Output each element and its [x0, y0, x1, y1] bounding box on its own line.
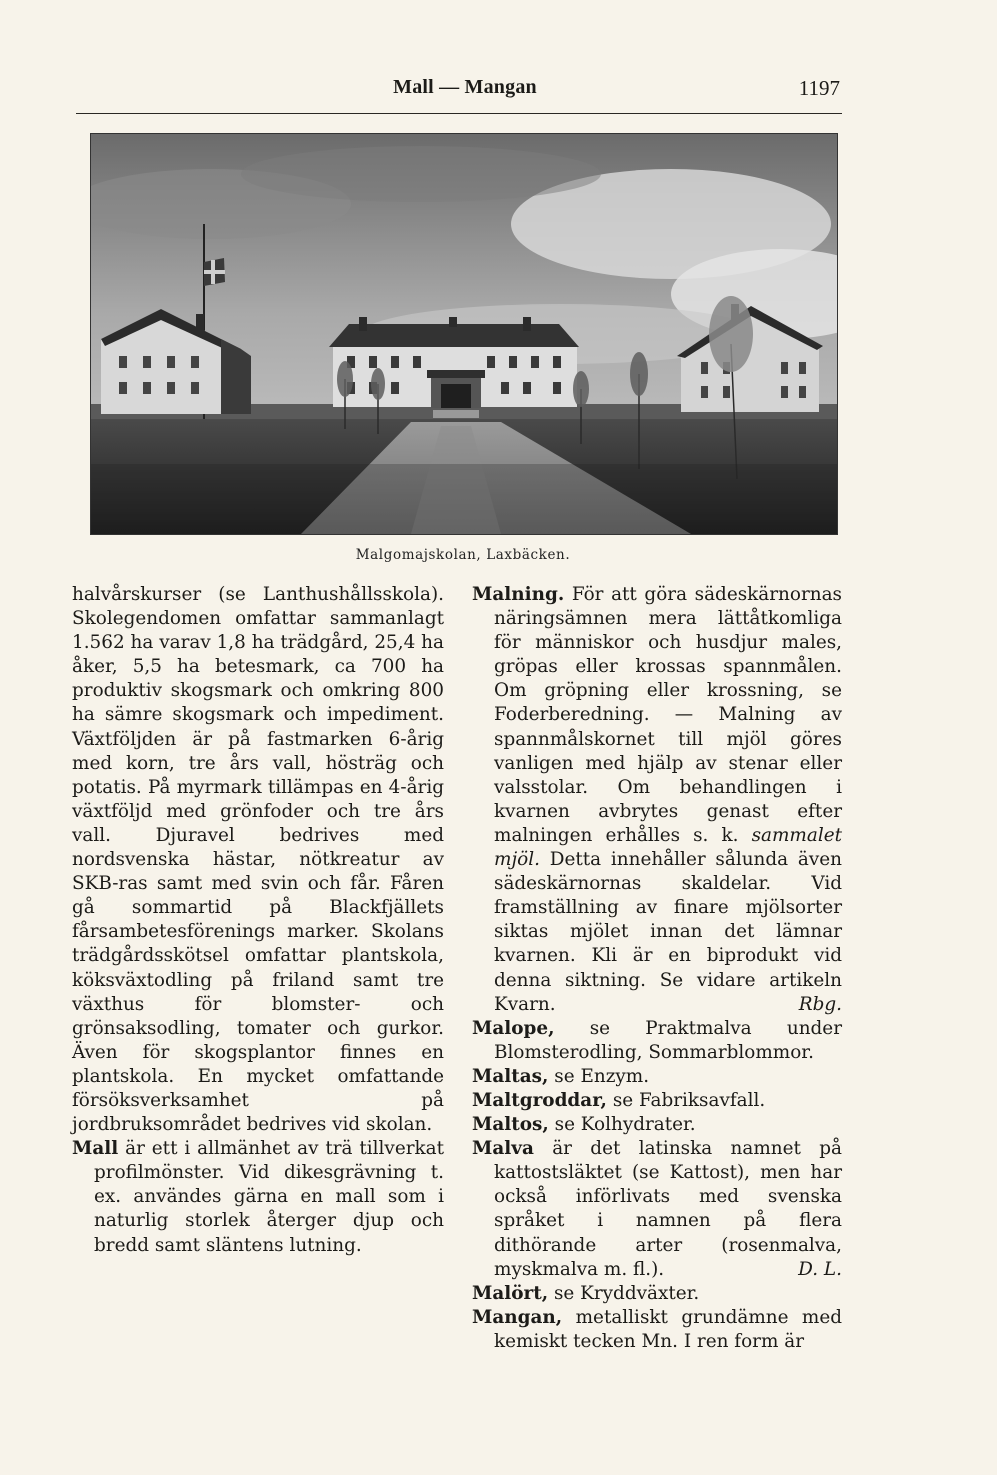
entry-mall-text: är ett i allmänhet av trä tillverkat profilmönster. Vid dikesgrävning t. ex. användes gärna en mall som i naturlig storlek återger djup och bredd samt släntens lutning. [94, 1138, 444, 1256]
photo-illustration [91, 134, 837, 534]
headword-malort: Malört, [472, 1282, 549, 1304]
entry-malva-paragraph [472, 1137, 842, 1282]
entry-mangan-text: metalliskt grundämne med kemiskt tecken Mn. I ren form är [494, 1306, 842, 1352]
entry-maltgroddar [472, 1089, 842, 1113]
left-column [72, 583, 444, 1258]
right-column [472, 583, 842, 1354]
headword-malning: Malning. [472, 584, 565, 605]
entry-malning [472, 583, 842, 1017]
running-title: Mall — Mangan [393, 76, 537, 98]
entry-maltos-text: se Kolhydrater. [548, 1114, 696, 1136]
headword-malva: Malva [472, 1138, 534, 1160]
entry-maltas [472, 1065, 842, 1089]
entry-mall [72, 1137, 444, 1257]
running-head [90, 74, 840, 104]
school-photograph [90, 133, 838, 535]
headword-mall: Mall [72, 1138, 119, 1160]
entry-malning-text-2: Detta innehåller sålunda även sädeskärnornas skaldelar. Vid framställning av finare mjölsorter siktas mjölet innan det lämnar kvarnen. Kli är en biprodukt vid denna siktning. Se vidare artikeln Kvarn. [494, 849, 842, 1015]
entry-maltgroddar-text: se Fabriksavfall. [606, 1089, 766, 1111]
headword-maltos: Maltos, [472, 1114, 549, 1136]
continued-entry-text: halvårskurser (se Lanthushållsskola). Skolegendomen omfattar sammanlagt 1.562 ha varav 1,8 ha trädgård, 25,4 ha åker, 5,5 ha betesmark, ca 700 ha produktiv skogsmark och omkring 800 ha sämre skogsmark och impediment. Växtföljden är på fastmarken 6-årig med korn, tre års vall, hösträg och potatis. På myrmark tillämpas en 4-årig växtföljd med grönfoder och tre års vall. Djuravel bedrives med nordsvenska hästar, nötkreatur av SKB-ras samt med svin och får. Fåren gå sommartid på Blackfjällets fårsambetesförenings marker. Skolans trädgårdsskötsel omfattar plantskola, köksväxtodling på friland samt tre växthus för blomster- och grönsaksodling, tomater och gurkor. Även för skogsplantor finnes en plantskola. En mycket omfattande försöksverksamhet på jordbruksområdet bedrives vid skolan. [72, 584, 444, 1136]
entry-maltas-text: se Enzym. [548, 1065, 650, 1087]
term-sammalet-mjol: sammalet mjöl. [494, 824, 842, 871]
headword-mangan: Mangan, [472, 1306, 563, 1328]
signature-rbg: Rbg. [798, 993, 842, 1015]
entry-malort-text: se Kryddväxter. [548, 1282, 700, 1304]
entry-malort-paragraph [472, 1282, 842, 1306]
entry-maltgroddar-paragraph [472, 1089, 842, 1113]
signature-dl: D. L. [798, 1258, 842, 1280]
entry-malning-paragraph [472, 583, 842, 1017]
entry-mall-paragraph [72, 1137, 444, 1257]
continued-entry [72, 583, 444, 1137]
entry-maltas-paragraph [472, 1065, 842, 1089]
entry-maltos-paragraph [472, 1113, 842, 1137]
entry-malning-text-1: För att göra sädeskärnornas näringsämnen mera lättåtkomliga för människor och husdjur males, gröpas eller krossas spannmålen. Om gröpning eller krossning, se Foderberedning. — Malning av spannmålskornet till mjöl göres vanligen med hjälp av stenar eller valsstolar. Om behandlingen i kvarnen avbrytes genast efter malningen erhålles s. k. [494, 584, 842, 846]
entry-maltos [472, 1113, 842, 1137]
entry-malva [472, 1137, 842, 1282]
header-rule [76, 113, 842, 114]
photo-caption: Malgomajskolan, Laxbäcken. [355, 547, 571, 563]
headword-maltas: Maltas, [472, 1065, 549, 1087]
entry-malope [472, 1017, 842, 1065]
headword-maltgroddar: Maltgroddar, [472, 1089, 607, 1111]
entry-malva-text: är det latinska namnet på kattostsläktet (se Kattost), men har också införlivats med svenska språket i namnen på flera dithörande arter (rosenmalva, myskmalva m. fl.). [494, 1138, 842, 1280]
entry-mangan-paragraph [472, 1306, 842, 1354]
entry-mangan [472, 1306, 842, 1354]
entry-malort [472, 1282, 842, 1306]
entry-malope-paragraph [472, 1017, 842, 1065]
headword-malope: Malope, [472, 1017, 555, 1039]
page-number: 1197 [798, 76, 840, 100]
entry-malope-text: se Praktmalva under Blomsterodling, Sommarblommor. [494, 1017, 842, 1063]
